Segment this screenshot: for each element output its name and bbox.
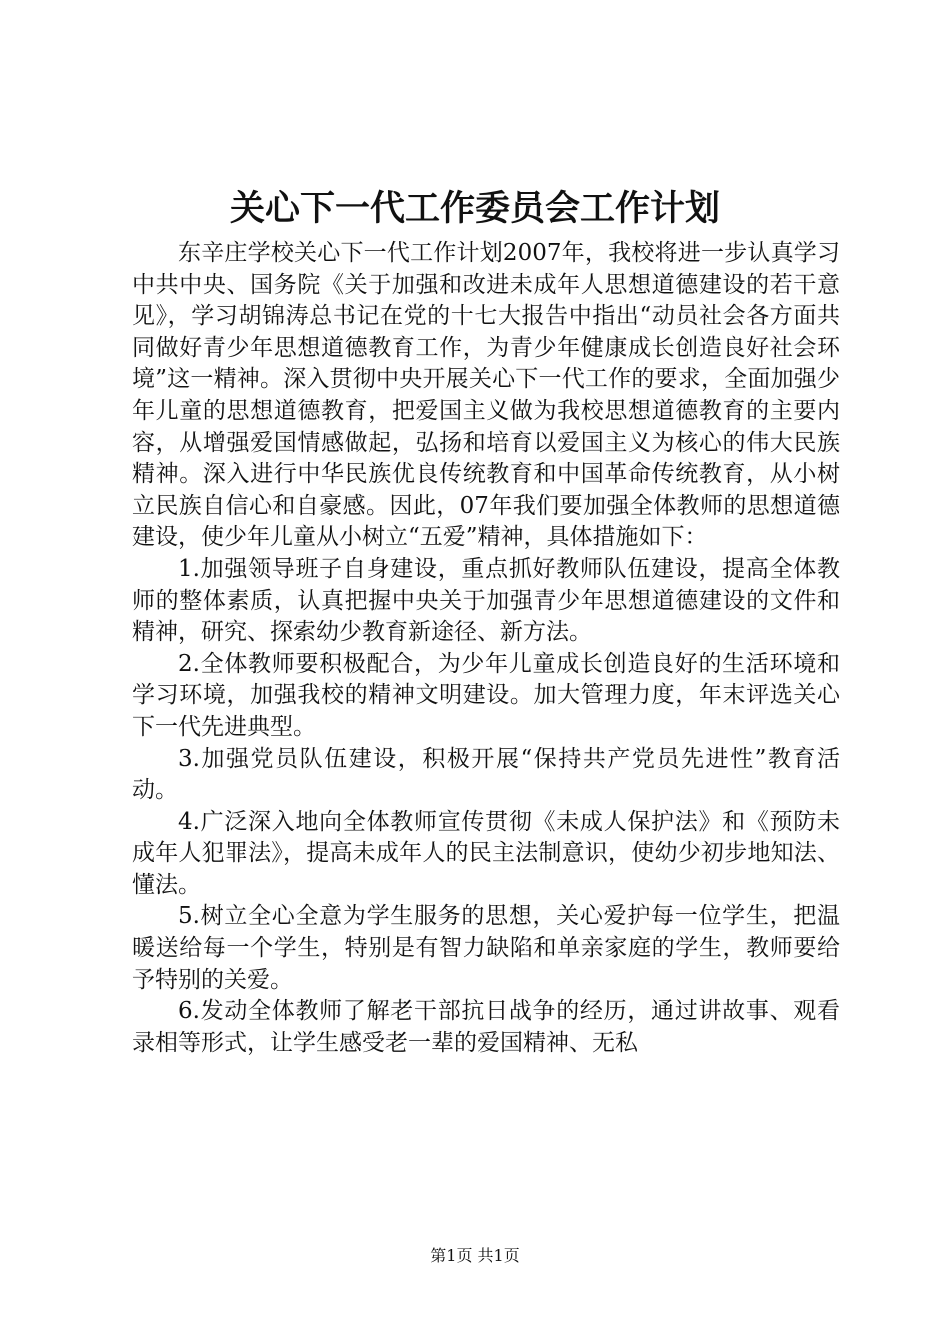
measure-paragraph-1: 1.加强领导班子自身建设，重点抓好教师队伍建设，提高全体教师的整体素质，认真把握中央关于加强青少年思想道德建设的文件和精神，研究、探索幼少教育新途径、新方法。 [132,555,840,646]
measure-paragraph-5: 5.树立全心全意为学生服务的思想，关心爱护每一位学生，把温暖送给每一个学生，特别是有智力缺陷和单亲家庭的学生，教师要给予特别的关爱。 [132,903,840,993]
document-body [132,238,840,1059]
measure-paragraph-3: 3.加强党员队伍建设，积极开展“保持共产党员先进性”教育活动。 [132,745,840,804]
measure-paragraph-4: 4.广泛深入地向全体教师宣传贯彻《未成人保护法》和《预防未成年人犯罪法》，提高未成年人的民主法制意识，使幼少初步地知法、懂法。 [132,808,840,898]
measure-paragraph-6: 6.发动全体教师了解老干部抗日战争的经历，通过讲故事、观看录相等形式，让学生感受老一辈的爱国精神、无私 [132,998,840,1056]
document-title: 关心下一代工作委员会工作计划 [229,188,720,229]
page-footer: 第1页 共1页 [430,1246,520,1265]
intro-paragraph: 东辛庄学校关心下一代工作计划2007年，我校将进一步认真学习中共中央、国务院《关于加强和改进未成年人思想道德建设的若干意见》，学习胡锦涛总书记在党的十七大报告中指出“动员社会各方面共同做好青少年思想道德教育工作，为青少年健康成长创造良好社会环境”这一精神。深入贯彻中央开展关心下一代工作的要求，全面加强少年儿童的思想道德教育，把爱国主义做为我校思想道德教育的主要内容，从增强爱国情感做起，弘扬和培育以爱国主义为核心的伟大民族精神。深入进行中华民族优良传统教育和中国革命传统教育，从小树立民族自信心和自豪感。因此，07年我们要加强全体教师的思想道德建设，使少年儿童从小树立“五爱”精神，具体措施如下： [132,240,840,551]
measure-paragraph-2: 2.全体教师要积极配合，为少年儿童成长创造良好的生活环境和学习环境，加强我校的精神文明建设。加大管理力度，年末评选关心下一代先进典型。 [132,650,840,740]
